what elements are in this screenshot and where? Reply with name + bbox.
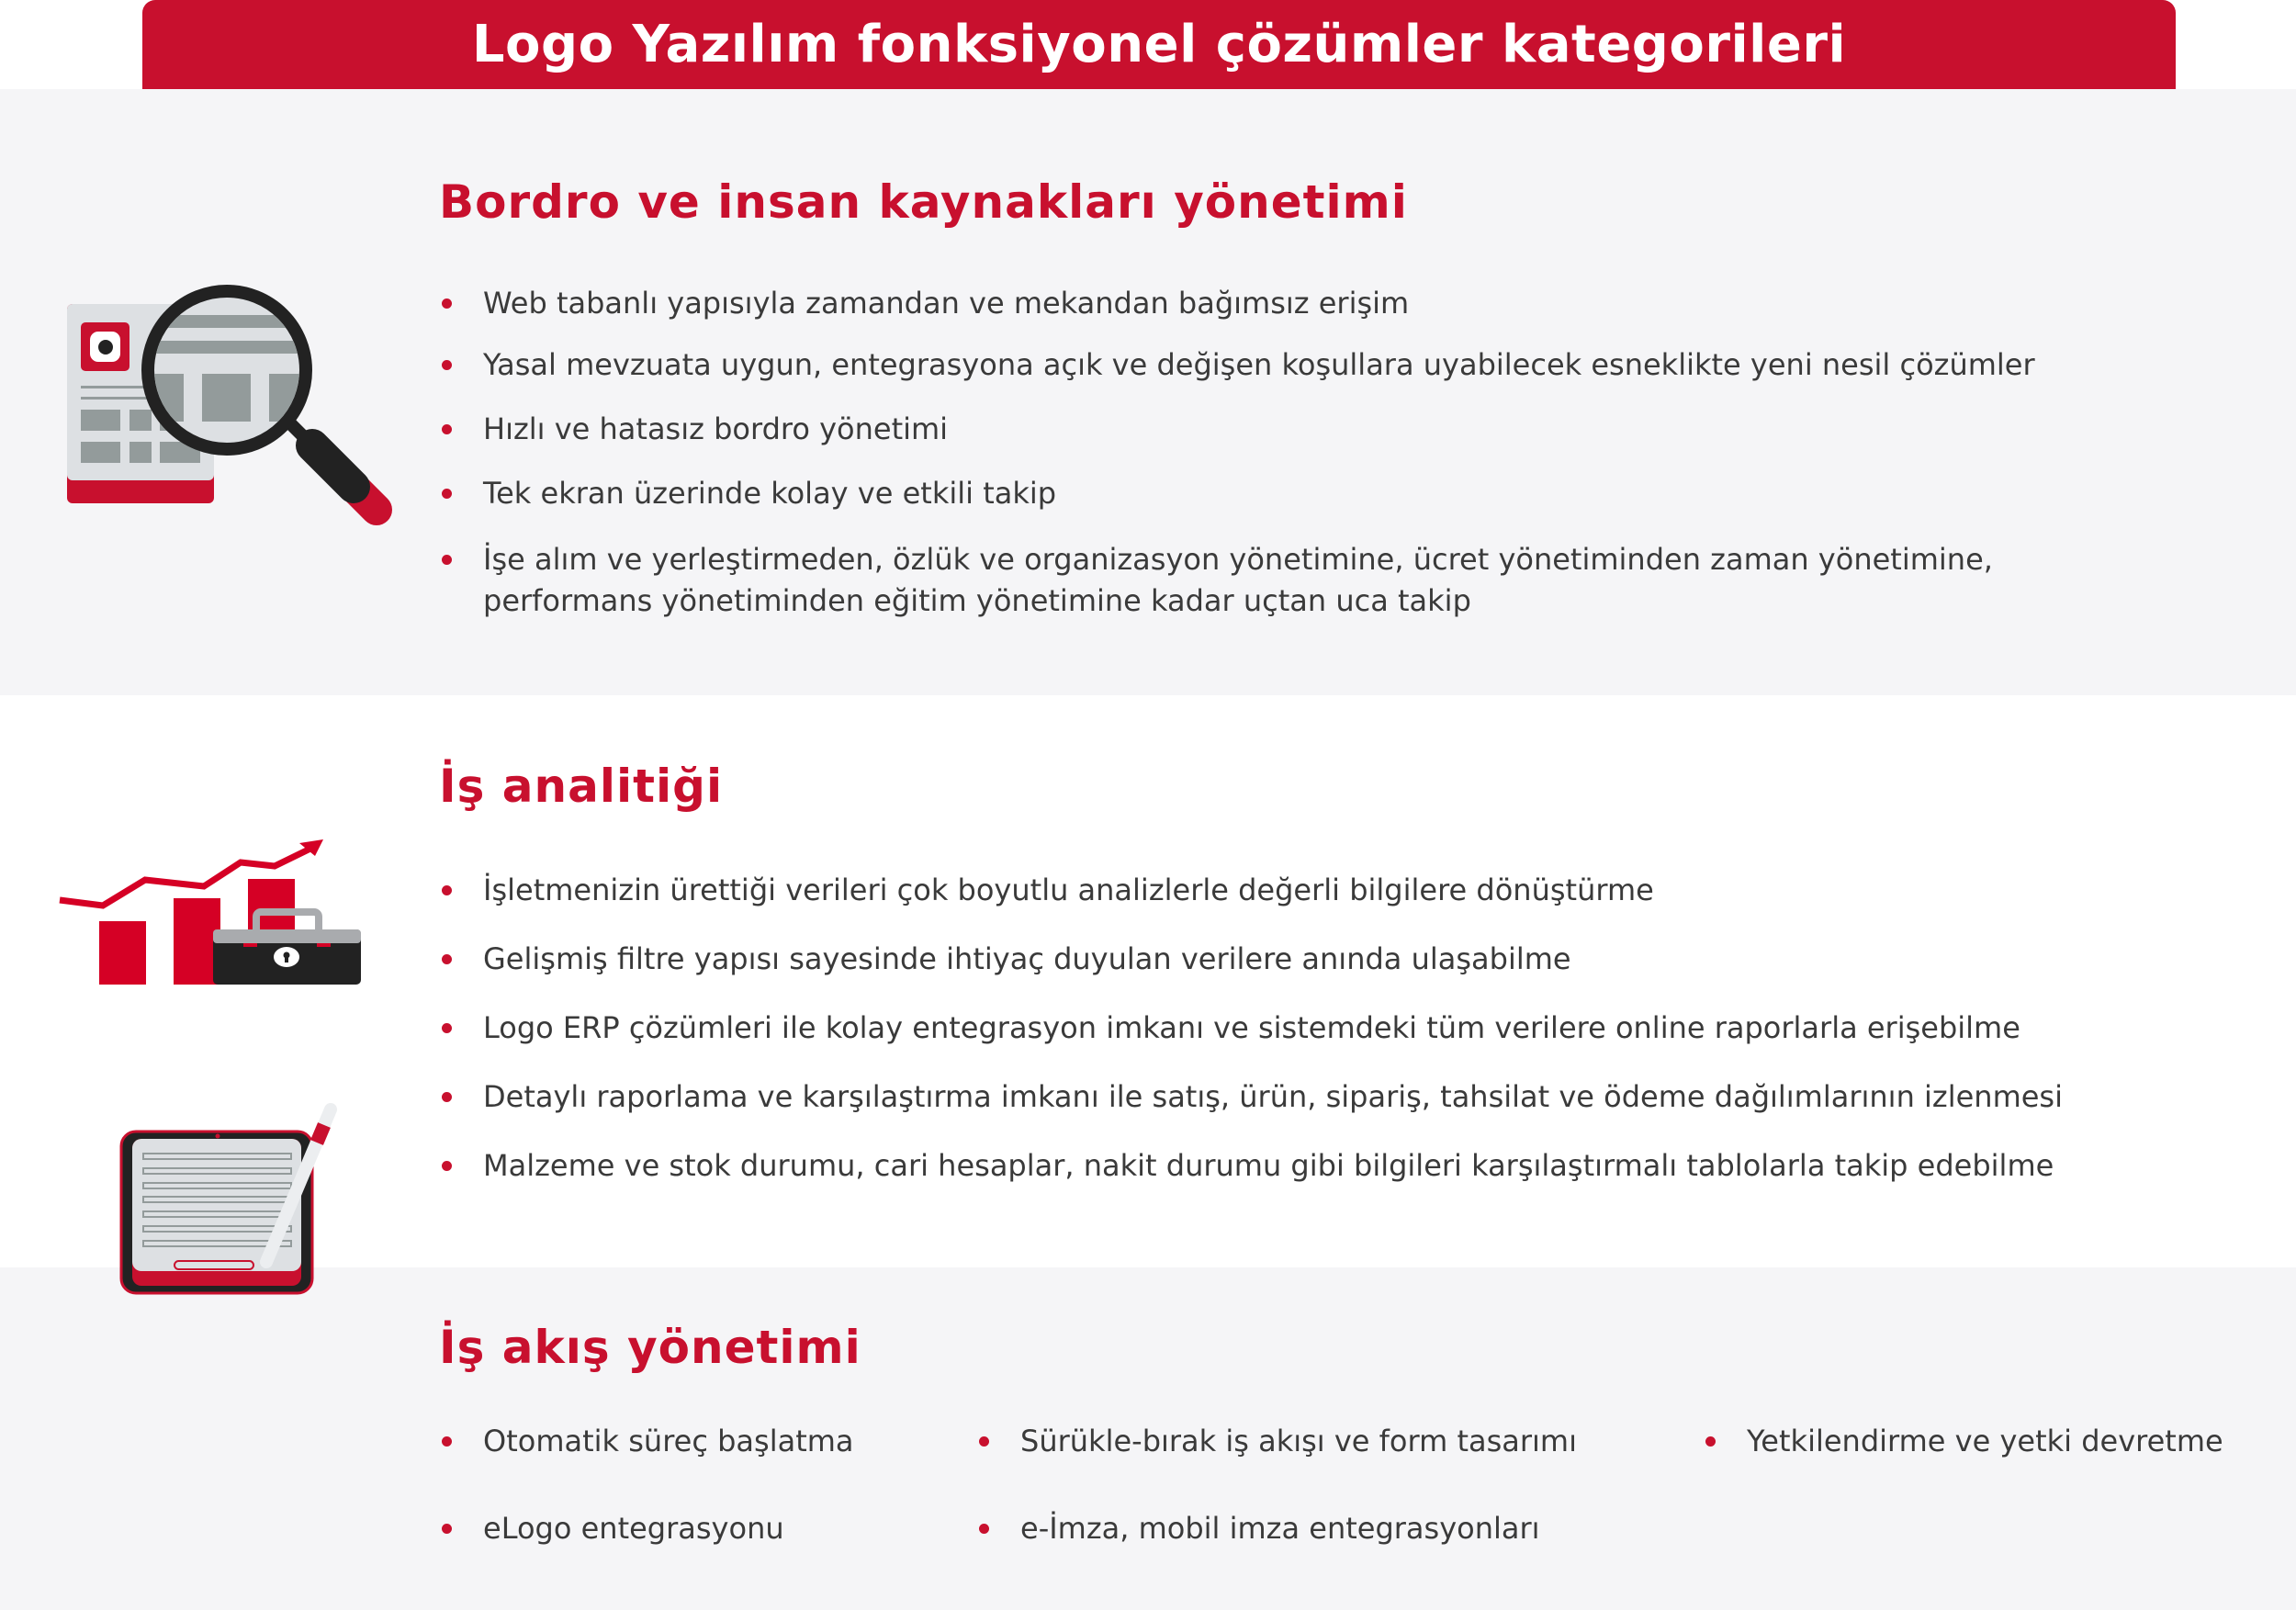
- bullet-icon: [442, 298, 452, 309]
- section-heading: İş akış yönetimi: [439, 1321, 861, 1374]
- bullet-icon: [979, 1436, 989, 1447]
- list-item: Hızlı ve hatasız bordro yönetimi: [442, 409, 948, 450]
- list-item: Detaylı raporlama ve karşılaştırma imkanı ile satış, ürün, sipariş, tahsilat ve ödeme dağılımlarının izlenmesi: [442, 1076, 2063, 1118]
- list-item: Logo ERP çözümleri ile kolay entegrasyon imkanı ve sistemdeki tüm verilere online raporlarla erişebilme: [442, 1008, 2020, 1049]
- list-item: Web tabanlı yapısıyla zamandan ve mekandan bağımsız erişim: [442, 283, 1409, 324]
- bullet-icon: [1705, 1436, 1716, 1447]
- bullet-icon: [442, 424, 452, 434]
- list-item: Gelişmiş filtre yapısı sayesinde ihtiyaç duyulan verilere anında ulaşabilme: [442, 939, 1571, 980]
- list-item: İşletmenizin ürettiği verileri çok boyutlu analizlerle değerli bilgilere dönüştürme: [442, 870, 1654, 911]
- section-heading: Bordro ve insan kaynakları yönetimi: [439, 175, 1408, 229]
- bullet-icon: [442, 1161, 452, 1171]
- list-item: e-İmza, mobil imza entegrasyonları: [979, 1508, 1540, 1549]
- bullet-icon: [442, 1092, 452, 1102]
- bullet-icon: [442, 360, 452, 370]
- bullet-icon: [442, 1436, 452, 1447]
- list-item: Malzeme ve stok durumu, cari hesaplar, nakit durumu gibi bilgileri karşılaştırmalı tablolarla takip edebilme: [442, 1145, 2054, 1187]
- section-heading: İş analitiği: [439, 760, 724, 813]
- list-item: Tek ekran üzerinde kolay ve etkili takip: [442, 473, 1056, 514]
- list-item: İşe alım ve yerleştirmeden, özlük ve organizasyon yönetimine, ücret yönetiminden zaman yönetimine, performans yönetiminden eğitim yönetimine kadar uçtan uca takip: [442, 539, 1993, 622]
- bullet-icon: [442, 1524, 452, 1534]
- list-item: Otomatik süreç başlatma: [442, 1421, 854, 1462]
- list-item: eLogo entegrasyonu: [442, 1508, 784, 1549]
- list-item: Yasal mevzuata uygun, entegrasyona açık ve değişen koşullara uyabilecek esneklikte yeni nesil çözümler: [442, 344, 2035, 386]
- bullet-icon: [979, 1524, 989, 1534]
- bullet-icon: [442, 555, 452, 565]
- bullet-icon: [442, 885, 452, 895]
- bullet-icon: [442, 1023, 452, 1033]
- list-item: Yetkilendirme ve yetki devretme: [1705, 1421, 2223, 1462]
- growth-chart-briefcase-icon: [60, 839, 361, 985]
- page-title: Logo Yazılım fonksiyonel çözümler kategorileri: [142, 0, 2176, 89]
- magnifier-document-icon: [67, 291, 377, 510]
- bullet-icon: [442, 489, 452, 499]
- bullet-icon: [442, 954, 452, 964]
- tablet-pen-icon: [121, 1109, 331, 1293]
- list-item: Sürükle-bırak iş akışı ve form tasarımı: [979, 1421, 1577, 1462]
